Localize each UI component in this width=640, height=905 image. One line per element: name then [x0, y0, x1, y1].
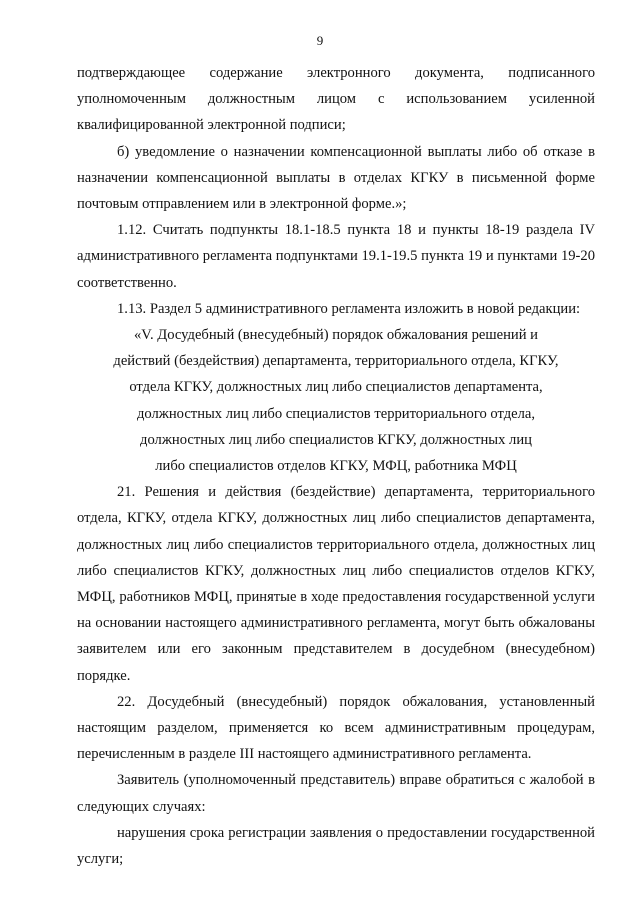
paragraph-22: 22. Досудебный (внесудебный) порядок обжалования, установленный настоящим разделом, применяется ко всем административным процедурам, перечисленным в разделе III настоящего административного регламента. [77, 693, 595, 763]
paragraph-line: подтверждающее содержание электронного документа, подписанного [77, 65, 595, 81]
paragraph-registration-violation: нарушения срока регистрации заявления о предоставлении государственной услуги; [77, 824, 595, 868]
document-body [77, 60, 595, 872]
section-heading-line: должностных лиц либо специалистов КГКУ, должностных лиц [140, 431, 532, 448]
paragraph-line: квалифицированной электронной подписи; [77, 117, 346, 134]
paragraph-complaint-cases: Заявитель (уполномоченный представитель) вправе обратиться с жалобой в следующих случаях: [77, 772, 595, 815]
page-number: 9 [316, 33, 324, 48]
paragraph-1-13: 1.13. Раздел 5 административного регламента изложить в новой редакции: [117, 300, 581, 317]
section-heading-line: либо специалистов отделов КГКУ, МФЦ, работника МФЦ [155, 458, 517, 475]
paragraph-line: уполномоченным должностным лицом с использованием усиленной [77, 91, 595, 108]
paragraph-21: 21. Решения и действия (бездействие) департамента, территориального отдела, КГКУ, отдела КГКУ, должностных лиц либо специалистов департамента, должностных лиц либо специалистов территориального отдела, должностных лиц либо специалистов КГКУ, должностных лиц либо специалистов отделов КГКУ, МФЦ, работников МФЦ, принятые в ходе предоставления государственной услуги на основании настоящего административного регламента, могут быть обжалованы заявителем или его законным представителем в досудебном (внесудебном) порядке. [77, 484, 595, 684]
section-heading-line: должностных лиц либо специалистов территориального отдела, [136, 405, 536, 422]
section-heading-line: «V. Досудебный (внесудебный) порядок обжалования решений и [134, 327, 538, 344]
section-heading-line: действий (бездействия) департамента, территориального отдела, КГКУ, [113, 353, 559, 370]
paragraph-notification: б) уведомление о назначении компенсационной выплаты либо об отказе в назначении компенсационной выплаты в отделах КГКУ в письменной форме почтовым отправлением или в электронной форме.»; [77, 143, 595, 213]
paragraph-1-12: 1.12. Считать подпункты 18.1-18.5 пункта 18 и пункты 18-19 раздела IV административного регламента подпунктами 19.1-19.5 пункта 19 и пунктами 19-20 соответственно. [77, 222, 595, 291]
section-heading-line: отдела КГКУ, должностных лиц либо специалистов департамента, [129, 379, 543, 396]
